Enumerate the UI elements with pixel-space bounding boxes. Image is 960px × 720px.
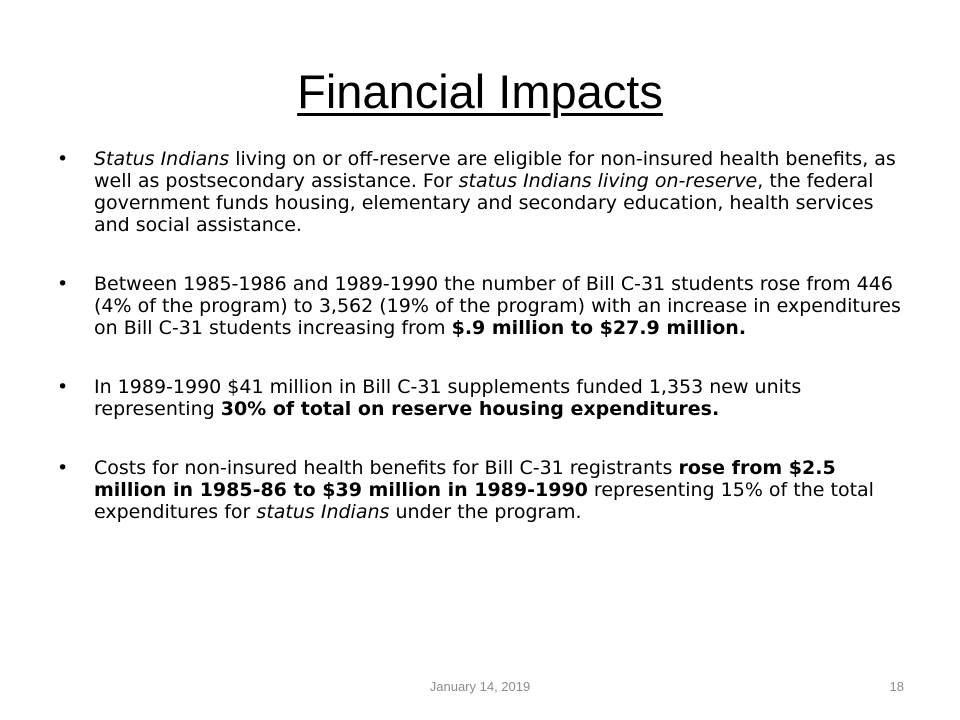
slide-title-text: Financial Impacts (297, 65, 663, 118)
bullet-text (94, 376, 801, 420)
bullet-item (57, 148, 907, 236)
bullet-text (94, 148, 896, 236)
bullet-dot: • (57, 376, 69, 398)
bullet-segment: under the program. (389, 501, 582, 523)
bullet-list (57, 148, 907, 560)
bullet-segment: Costs for non-insured health benefits for Bill C-31 registrants (94, 457, 679, 479)
bullet-text (94, 273, 901, 339)
bullet-segment: status Indians living on-reserve (458, 170, 758, 192)
bullet-dot: • (57, 148, 69, 170)
page-number: 18 (889, 679, 904, 694)
bullet-segment: , the federal government funds housing, elementary and secondary education, health services and social assistance. (94, 170, 874, 236)
footer-date: January 14, 2019 (429, 679, 531, 694)
bullet-segment: representing 15% of the total expenditures for (94, 479, 874, 523)
bullet-dot: • (57, 457, 69, 479)
bullet-segment: Status Indians (94, 148, 230, 170)
bullet-segment: living on or off-reserve are eligible for non-insured health benefits, as well as postsecondary assistance. For (94, 148, 896, 192)
bullet-item (57, 376, 907, 420)
bullet-segment: status Indians (256, 501, 390, 523)
bullet-item (57, 457, 907, 523)
bullet-segment: rose from $2.5 million in 1985-86 to $39 million in 1989-1990 (94, 457, 836, 501)
bullet-segment: $.9 million to $27.9 million. (451, 317, 747, 339)
bullet-segment: In 1989-1990 $41 million in Bill C-31 supplements funded 1,353 new units representing (94, 376, 802, 420)
bullet-segment: 30% of total on reserve housing expenditures. (220, 398, 720, 420)
bullet-item (57, 273, 907, 339)
bullet-dot: • (57, 273, 69, 295)
slide-title (0, 60, 960, 124)
bullet-text (94, 457, 874, 523)
bullet-segment: Between 1985-1986 and 1989-1990 the number of Bill C-31 students rose from 446 (4% of the program) to 3,562 (19% of the program) with an increase in expenditures on Bill C-31 students increasing from (94, 273, 901, 339)
